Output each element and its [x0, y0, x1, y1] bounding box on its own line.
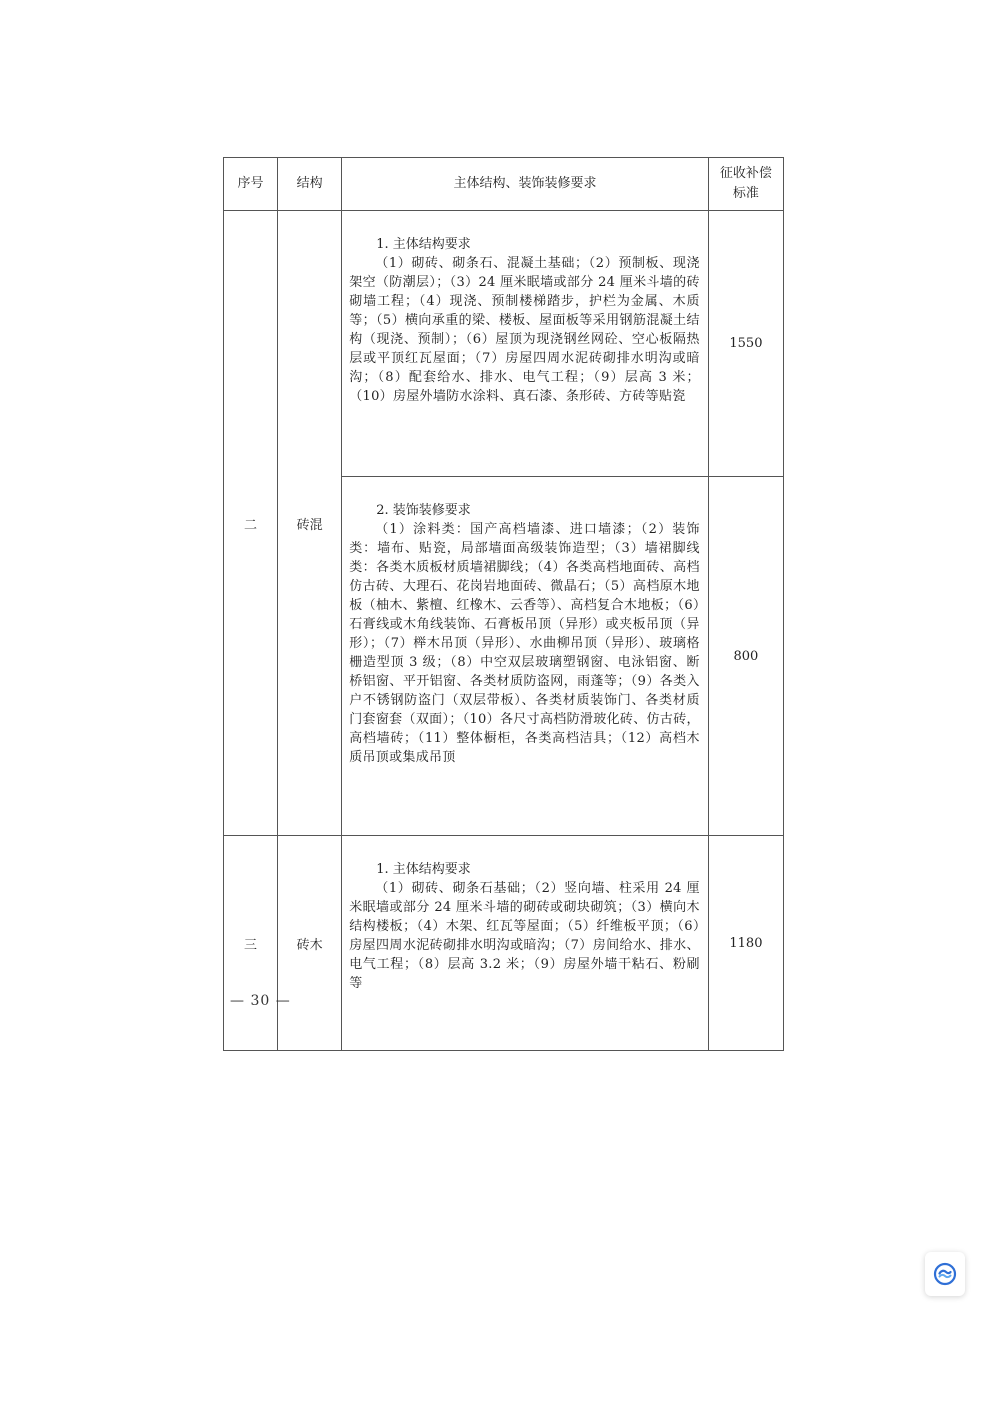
header-compensation-standard	[708, 158, 783, 211]
compensation-standard-table	[223, 157, 784, 1051]
section-body: （1）砌砖、砌条石基础；（2）竖向墙、柱采用 24 厘米眠墙或部分 24 厘米斗墙的砌砖或砌块砌筑；（3）横向木结构楼板；（4）木架、红瓦等屋面；（5）纤维板平顶；（6）房屋四周水泥砖砌排水明沟或暗沟；（7）房间给水、排水、电气工程；（8）层高 3.2 米；（9）房屋外墙干粘石、粉刷等	[349, 881, 700, 991]
table-row	[224, 211, 784, 477]
row-structure-type: 砖混	[278, 211, 342, 836]
section-body: （1）涂料类：国产高档墙漆、进口墙漆；（2）装饰类：墙布、贴瓷，局部墙面高级装饰造型；（3）墙裙脚线类：各类木质板材质墙裙脚线；（4）各类高档地面砖、高档仿古砖、大理石、花岗岩地面砖、微晶石；（5）高档原木地板（柚木、紫檀、红橡木、云香等）、高档复合木地板；（6）石膏线或木角线装饰、石膏板吊顶（异形）或夹板吊顶（异形）；（7）榉木吊顶（异形）、水曲柳吊顶（异形）、玻璃格栅造型顶 3 级；（8）中空双层玻璃塑钢窗、电泳铝窗、断桥铝窗、平开铝窗、各类材质防盗网，雨蓬等；（9）各类入户不锈钢防盗门（双层带板）、各类材质装饰门、各类材质门套窗套（双面）；（10）各尺寸高档防滑玻化砖、仿古砖，高档墙砖；（11）整体橱柜，各类高档洁具；（12）高档木质吊顶或集成吊顶	[349, 522, 700, 765]
floating-assistant-button[interactable]	[925, 1252, 965, 1296]
header-standard-line1: 征收补偿	[719, 166, 772, 181]
row-serial-no: 三	[224, 836, 278, 1051]
header-structure: 结构	[278, 158, 342, 211]
assistant-icon	[933, 1262, 957, 1286]
requirements-cell	[342, 211, 709, 477]
row-structure-type: 砖木	[278, 836, 342, 1051]
requirements-cell	[342, 836, 709, 1051]
section-title: 1. 主体结构要求	[376, 237, 471, 252]
section-body: （1）砌砖、砌条石、混凝土基础；（2）预制板、现浇架空（防潮层）；（3）24 厘米眠墙或部分 24 厘米斗墙的砖砌墙工程；（4）现浇、预制楼梯踏步，护栏为金属、木质等；（5）横向承重的梁、楼板、屋面板等采用钢筋混凝土结构（现浇、预制）；（6）屋顶为现浇钢丝网砼、空心板隔热层或平顶红瓦屋面；（7）房屋四周水泥砖砌排水明沟或暗沟；（8）配套给水、排水、电气工程；（9）层高 3 米；（10）房屋外墙防水涂料、真石漆、条形砖、方砖等贴瓷	[349, 256, 700, 404]
section-title: 1. 主体结构要求	[376, 862, 471, 877]
row-serial-no: 二	[224, 211, 278, 836]
requirements-cell	[342, 477, 709, 836]
table-row	[224, 836, 784, 1051]
header-requirements: 主体结构、装饰装修要求	[342, 158, 709, 211]
compensation-value: 1180	[708, 836, 783, 1051]
section-title: 2. 装饰装修要求	[376, 503, 471, 518]
compensation-value: 800	[708, 477, 783, 836]
header-standard-line2: 标准	[732, 186, 759, 201]
compensation-value: 1550	[708, 211, 783, 477]
page-number: — 30 —	[230, 993, 291, 1009]
header-serial-no: 序号	[224, 158, 278, 211]
table-header-row	[224, 158, 784, 211]
